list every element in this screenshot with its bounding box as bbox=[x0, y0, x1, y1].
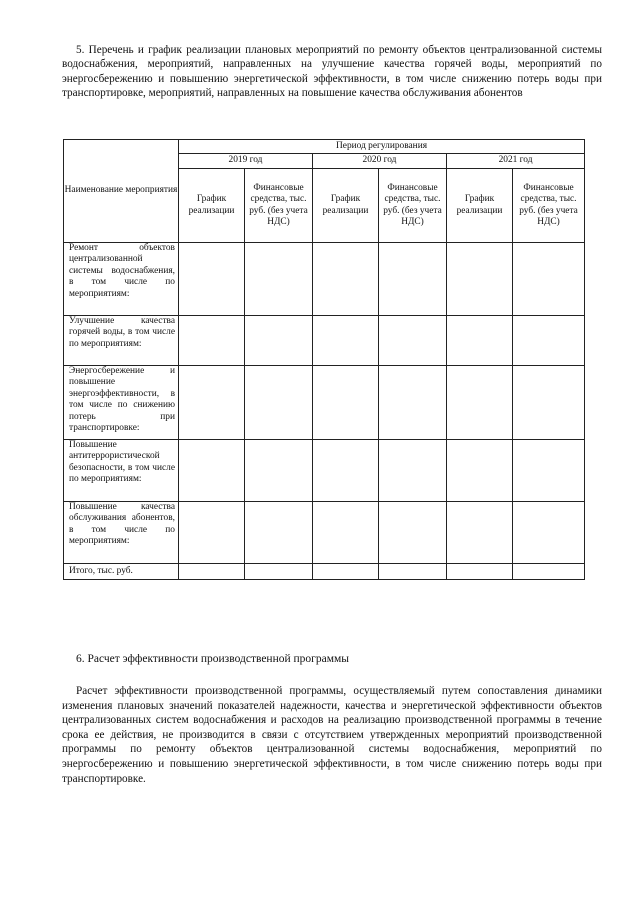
table-cell bbox=[447, 243, 513, 316]
table-cell bbox=[379, 316, 447, 366]
table-row bbox=[64, 440, 585, 502]
table-cell bbox=[513, 316, 585, 366]
table-cell bbox=[179, 564, 245, 580]
table-cell bbox=[245, 316, 313, 366]
table-cell bbox=[513, 366, 585, 440]
table-cell bbox=[245, 502, 313, 564]
row-hot-water-label: Улучшение качества горячей воды, в том числе по мероприятиям: bbox=[64, 316, 179, 366]
table-cell bbox=[447, 502, 513, 564]
table-cell bbox=[447, 564, 513, 580]
table-cell bbox=[313, 243, 379, 316]
header-schedule: График реализации bbox=[179, 169, 245, 243]
row-antiterror-label: Повышение антитеррористической безопасности, в том числе по мероприятиям: bbox=[64, 440, 179, 502]
table-cell bbox=[513, 440, 585, 502]
header-activity-name: Наименование мероприятия bbox=[64, 140, 179, 243]
header-year-2020: 2020 год bbox=[313, 154, 447, 169]
table-row bbox=[64, 366, 585, 440]
table-cell bbox=[379, 502, 447, 564]
table-cell bbox=[179, 366, 245, 440]
header-funds: Финансовые средства, тыс. руб. (без учета НДС) bbox=[513, 169, 585, 243]
table-cell bbox=[379, 366, 447, 440]
table-cell bbox=[179, 440, 245, 502]
header-period: Период регулирования bbox=[179, 140, 585, 154]
table-cell bbox=[379, 243, 447, 316]
table-row bbox=[64, 502, 585, 564]
table-cell bbox=[447, 316, 513, 366]
section-6-paragraph: Расчет эффективности производственной программы, осуществляемый путем сопоставления динамики изменения плановых значений показателей надежности, качества и энергетической эффективности объектов централизованных систем водоснабжения и расходов на реализацию производственной программы в течение срока ее действия, не производится в связи с отсутствием утвержденных мероприятий производственной программы по ремонту объектов централизованной системы водоснабжения, мероприятий по энергосбережению и повышению энергетической эффективности, в том числе снижению потерь воды при транспортировке. bbox=[62, 685, 602, 785]
table-cell bbox=[313, 440, 379, 502]
header-year-2021: 2021 год bbox=[447, 154, 585, 169]
row-service-quality-label: Повышение качества обслуживания абонентов, в том числе по мероприятиям: bbox=[64, 502, 179, 564]
row-energy-saving-label: Энергосбережение и повышение энергоэффективности, в том числе по снижению потерь при транспортировке: bbox=[64, 366, 179, 440]
table-cell bbox=[179, 316, 245, 366]
table-cell bbox=[245, 366, 313, 440]
header-funds: Финансовые средства, тыс. руб. (без учета НДС) bbox=[245, 169, 313, 243]
row-repair-label: Ремонт объектов централизованной системы водоснабжения, в том числе по мероприятиям: bbox=[64, 243, 179, 316]
table-row bbox=[64, 243, 585, 316]
table-cell bbox=[379, 564, 447, 580]
table-cell bbox=[513, 502, 585, 564]
table-cell bbox=[513, 243, 585, 316]
header-funds: Финансовые средства, тыс. руб. (без учета НДС) bbox=[379, 169, 447, 243]
table-cell bbox=[245, 243, 313, 316]
table-cell bbox=[313, 316, 379, 366]
row-total-label: Итого, тыс. руб. bbox=[64, 564, 179, 580]
table-cell bbox=[447, 440, 513, 502]
section-5-paragraph: 5. Перечень и график реализации плановых мероприятий по ремонту объектов централизованной системы водоснабжения, мероприятий, направленных на улучшение качества горячей воды, мероприятий по энергосбережению и повышению энергетической эффективности, в том числе снижению потерь воды при транспортировке, мероприятий, направленных на повышение качества обслуживания абонентов bbox=[62, 44, 602, 99]
header-year-2019: 2019 год bbox=[179, 154, 313, 169]
table-cell bbox=[379, 440, 447, 502]
header-schedule: График реализации bbox=[447, 169, 513, 243]
table-row-total bbox=[64, 564, 585, 580]
table-cell bbox=[447, 366, 513, 440]
table-cell bbox=[179, 243, 245, 316]
section-6-heading: 6. Расчет эффективности производственной программы bbox=[76, 653, 350, 665]
table-cell bbox=[313, 366, 379, 440]
table-cell bbox=[245, 440, 313, 502]
table-row bbox=[64, 316, 585, 366]
table-cell bbox=[513, 564, 585, 580]
activities-plan-table bbox=[63, 139, 585, 580]
table-cell bbox=[313, 502, 379, 564]
header-schedule: График реализации bbox=[313, 169, 379, 243]
table-cell bbox=[313, 564, 379, 580]
table-cell bbox=[245, 564, 313, 580]
table-cell bbox=[179, 502, 245, 564]
